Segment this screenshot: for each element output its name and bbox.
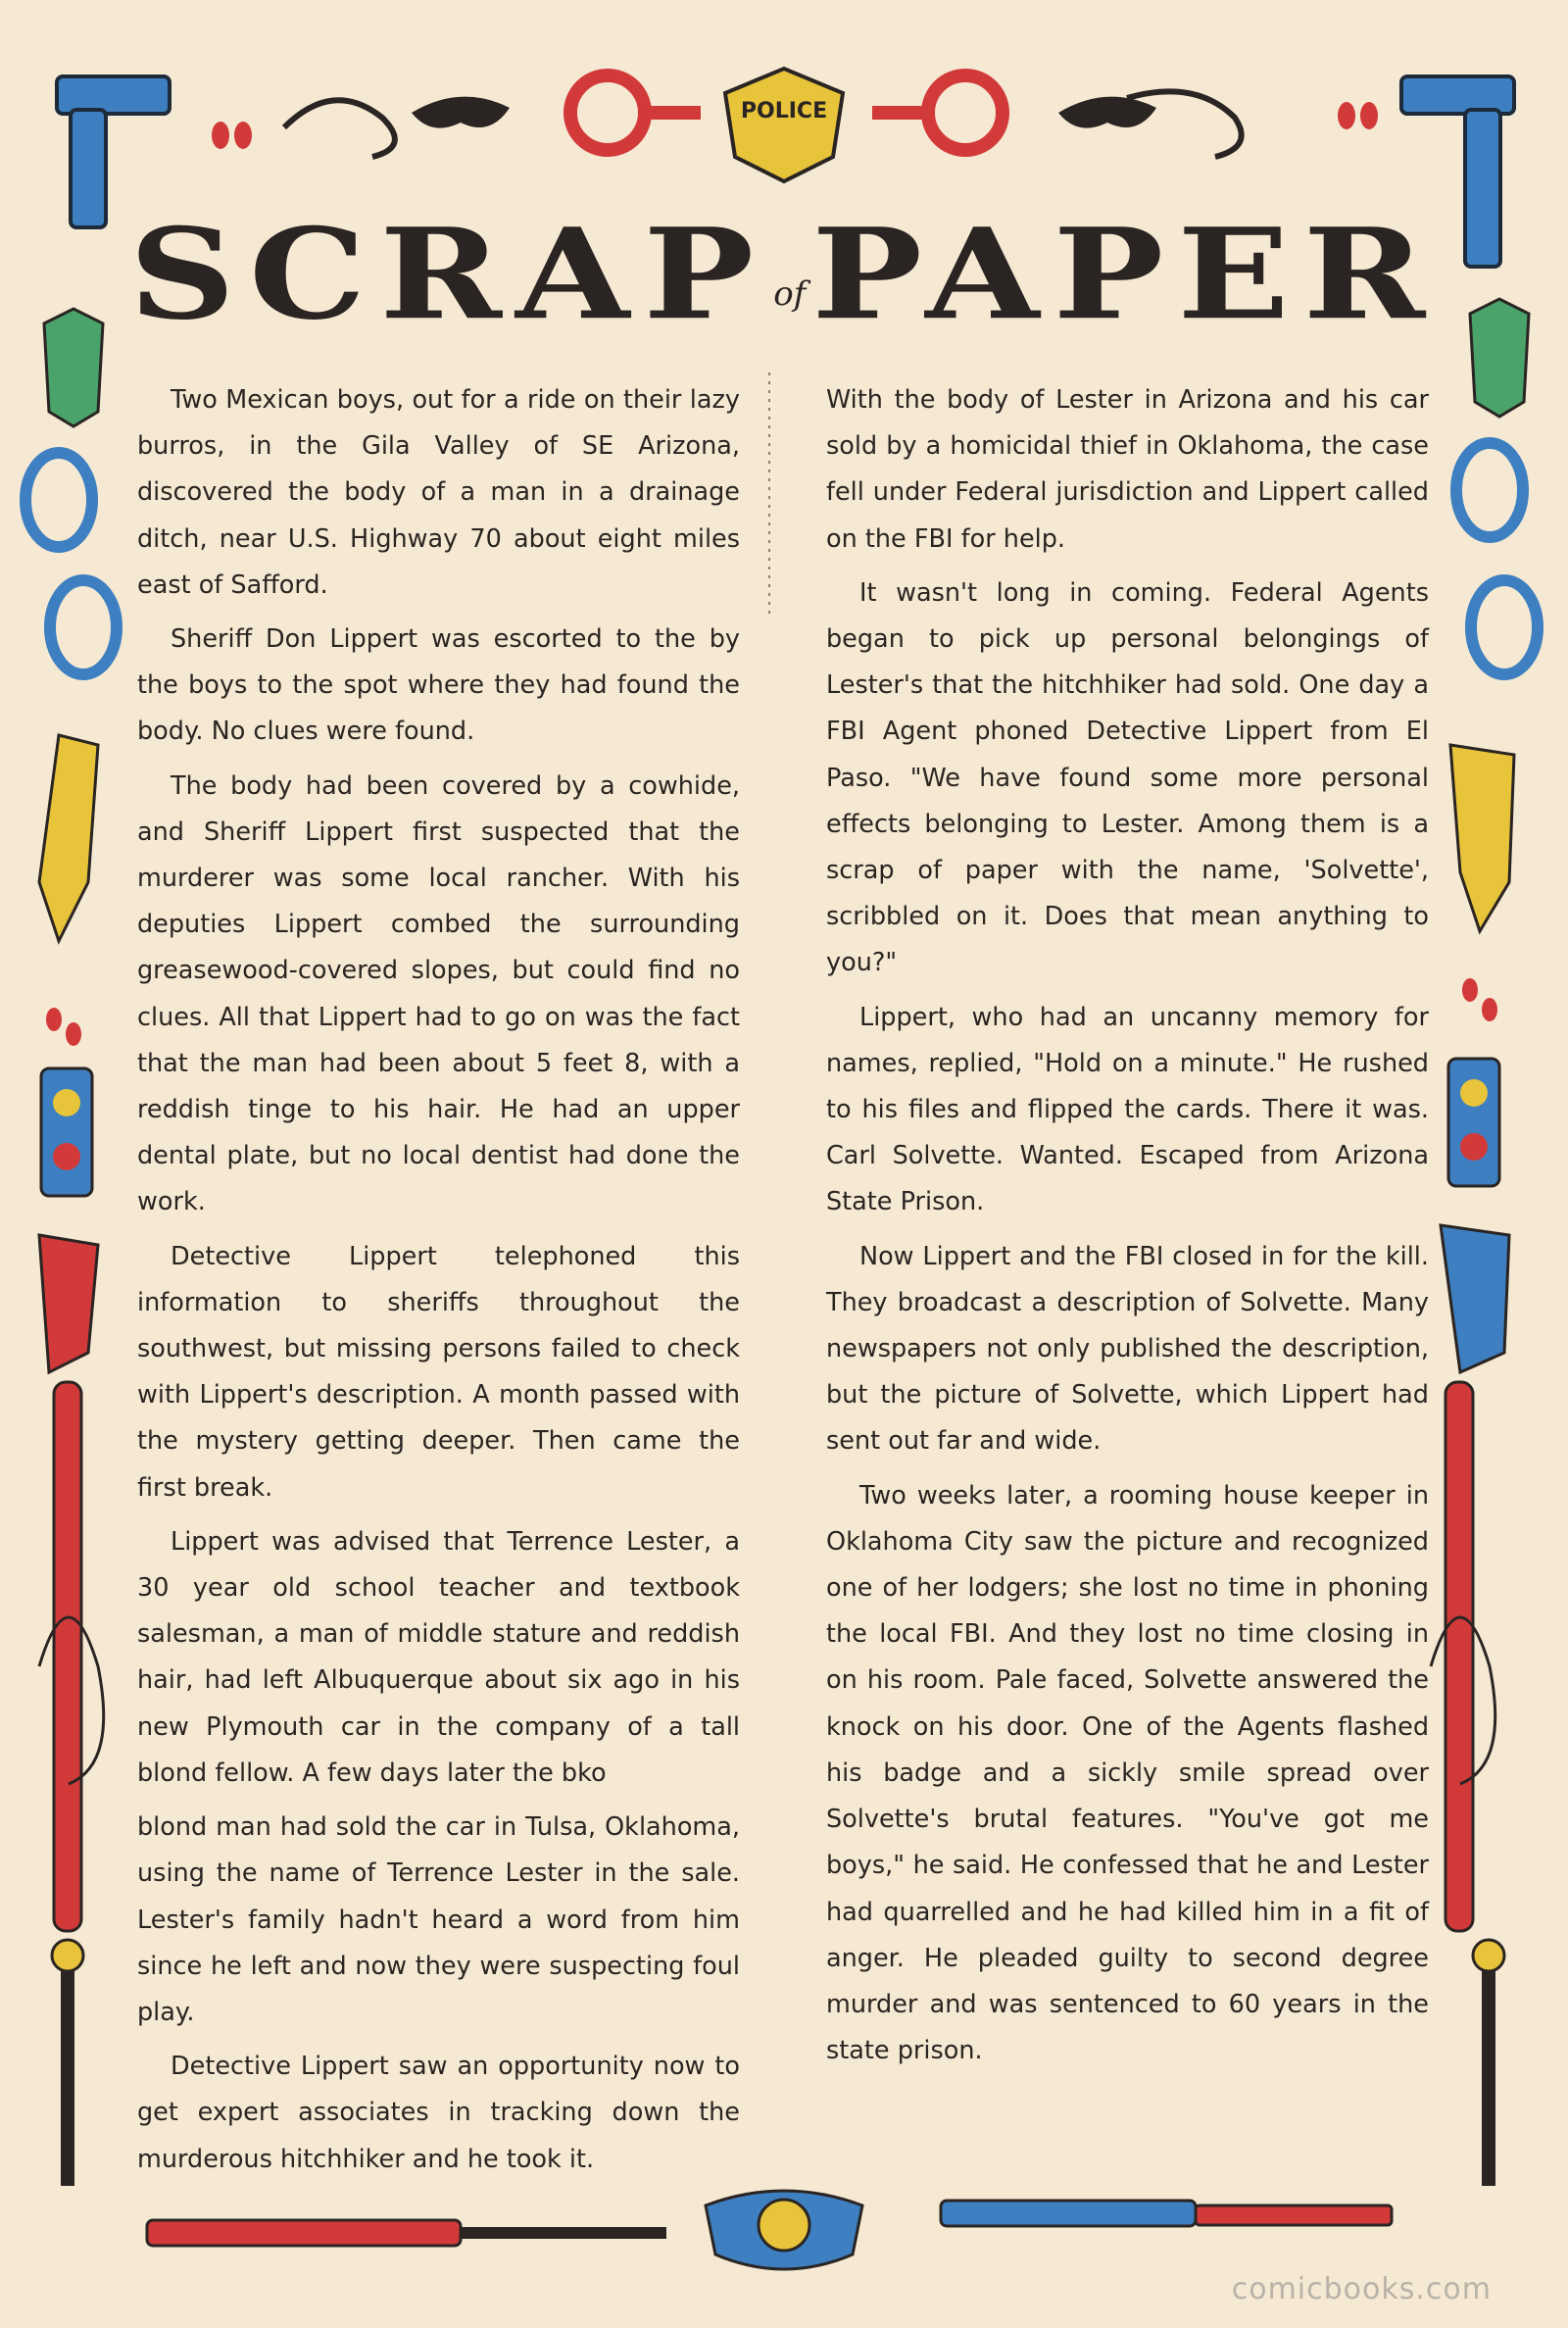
bottom-badge-icon (706, 2191, 862, 2269)
right-paragraph: Two weeks later, a rooming house keeper in Oklahoma City saw the picture and recognized one of her lodgers; she lost no time in phoning the local FBI. And they lost no time closing in on his room. Pale faced, Solvette answered the knock on his door. One of the Agents flashed his badge and a sickly smile spread over Solvette's brutal features. "You've got me boys," he said. He confessed that he and Lester had quarrelled and he had killed him in a fit of anger. He pleaded guilty to second degree murder and was sentenced to 60 years in the state prison. (826, 1480, 1429, 2066)
right-traffic-light-icon (1448, 1059, 1499, 1186)
right-rifle-icon (1431, 1382, 1495, 1931)
left-paragraph: The body had been covered by a cowhide, and Sheriff Lippert first suspected that the murderer was some local rancher. With his deputies Lippert combed the surrounding greasewood-covered slopes, but could find no clues. All that Lippert had to go on was the fact that the man had been about 5 feet 8, with a reddish tinge to his hair. He had an upper dental plate, but no local dentist had done the work. (137, 770, 740, 1217)
left-paragraph: Detective Lippert telephoned this information to sheriffs throughout the southwest, but missing persons failed to check with Lippert's description. A month passed with the mystery getting deeper. Then came the first break. (137, 1241, 740, 1503)
right-revolver-icon (1450, 745, 1514, 931)
right-handcuffs-icon (1456, 443, 1538, 674)
left-column (137, 377, 740, 2181)
left-rifle-icon (39, 1382, 104, 1931)
left-traffic-light-icon (41, 1068, 92, 1196)
page-title (0, 191, 1568, 358)
right-paragraph: Lippert, who had an uncanny memory for names, replied, "Hold on a minute." He rushed to his files and flipped the cards. There it was. Carl Solvette. Wanted. Escaped from Arizona State Prison. (826, 1002, 1429, 1217)
title-word-paper: PAPER (811, 201, 1440, 348)
left-paragraph: Two Mexican boys, out for a ride on their lazy burros, in the Gila Valley of SE Arizona, discovered the body of a man in a drainage ditch, near U.S. Highway 70 about eight miles east of Safford. (137, 385, 740, 600)
title-word-scrap: SCRAP (128, 201, 768, 348)
bottom-right-shotgun-icon (941, 2201, 1392, 2226)
title-word-of: of (773, 274, 807, 314)
right-column (826, 377, 1429, 2181)
svg-text:POLICE: POLICE (740, 99, 828, 124)
left-paragraph: Detective Lippert saw an opportunity now to get expert associates in tracking down the murderous hitchhiker and he took it. (137, 2052, 740, 2174)
left-revolver-icon (39, 735, 98, 941)
article-body (137, 377, 1429, 2181)
right-gun-icon (1441, 1225, 1509, 1372)
left-bullets-icon (46, 1008, 81, 1046)
left-paragraph: blond man had sold the car in Tulsa, Oklahoma, using the name of Terrence Lester in the sale. Lester's family hadn't heard a word from him since he left and now they were suspecting foul play. (137, 1812, 740, 2027)
left-gun-icon (39, 1235, 98, 1372)
left-lamp-icon (52, 1940, 83, 2186)
left-handcuffs-icon (25, 453, 117, 674)
left-paragraph: Sheriff Don Lippert was escorted to the by the boys to the spot where they had found the body. No clues were found. (137, 624, 740, 747)
right-paragraph: Now Lippert and the FBI closed in for the kill. They broadcast a description of Solvette. Many newspapers not only published the description, but the picture of Solvette, which Lippert had sent out far and wide. (826, 1241, 1429, 1457)
watermark: comicbooks.com (1231, 2272, 1492, 2306)
police-badge-icon (725, 69, 843, 181)
right-lamp-icon (1473, 1940, 1504, 2186)
left-paragraph: Lippert was advised that Terrence Lester, a 30 year old school teacher and textbook salesman, a man of middle stature and reddish hair, had left Albuquerque about six ago in his new Plymouth car in the company of a tall blond fellow. A few days later the bko (137, 1526, 740, 1788)
right-paragraph: With the body of Lester in Arizona and his car sold by a homicidal thief in Oklahoma, the case fell under Federal jurisdiction and Lippert called on the FBI for help. (826, 385, 1429, 554)
right-paragraph: It wasn't long in coming. Federal Agents began to pick up personal belongings of Lester's that the hitchhiker had sold. One day a FBI Agent phoned Detective Lippert from El Paso. "We have found some more personal effects belonging to Lester. Among them is a scrap of paper with the name, 'Solvette', scribbled on it. Does that mean anything to you?" (826, 577, 1429, 978)
bottom-left-shotgun-icon (147, 2220, 666, 2246)
right-bullets-icon (1462, 978, 1497, 1021)
